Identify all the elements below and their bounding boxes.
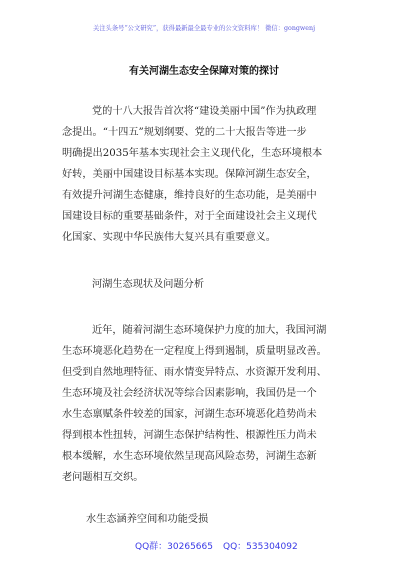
section-heading-status: 河湖生态现状及问题分析 <box>92 279 205 290</box>
paragraph-1-line-1: 党的十八大报告首次将“建设美丽中国”作为执政理 <box>92 106 317 117</box>
paragraph-1-line-2: 念提出。“十四五”规划纲要、党的二十大报告等进一步 <box>62 127 307 138</box>
section-heading-habitat: 水生态涵养空间和功能受损 <box>86 514 209 525</box>
paragraph-1-line-7: 化国家、实现中华民族伟大复兴具有重要意义。 <box>62 232 276 243</box>
paragraph-2-line-1: 近年，随着河湖生态环境保护力度的加大，我国河湖 <box>92 325 327 336</box>
paragraph-2-line-2: 生态环境恶化趋势在一定程度上得到遏制，质量明显改善。 <box>62 346 327 357</box>
paragraph-2-line-6: 得到根本性扭转，河湖生态保护结构性、根源性压力尚未 <box>62 430 317 441</box>
paragraph-2-line-8: 老问题相互交织。 <box>62 472 144 483</box>
paragraph-1-line-4: 好转，美丽中国建设目标基本实现。保障河湖生态安全， <box>62 169 317 180</box>
paragraph-2-line-3: 但受到自然地理特征、雨水情变异特点、水资源开发利用、 <box>62 367 327 378</box>
paragraph-1-line-5: 有效提升河湖生态健康，维持良好的生态功能，是美丽中 <box>62 190 317 201</box>
qq-number: QQ：535304092 <box>223 542 298 552</box>
header-banner: 关注头条号“公文研究”，获得最新最全最专业的公文资料库！ 微信：gongwenj <box>92 25 316 32</box>
paragraph-1-line-6: 国建设目标的重要基础条件，对于全面建设社会主义现代 <box>62 211 317 222</box>
document-title: 有关河湖生态安全保障对策的探讨 <box>129 66 279 77</box>
paragraph-1-line-3: 明确提出2035年基本实现社会主义现代化，生态环境根本 <box>62 148 323 159</box>
paragraph-2-line-4: 生态环境及社会经济状况等综合因素影响，我国仍是一个 <box>62 388 317 399</box>
qq-group-number: QQ群：30265665 <box>135 542 213 552</box>
paragraph-2-line-5: 水生态禀赋条件较差的国家，河湖生态环境恶化趋势尚未 <box>62 409 317 420</box>
paragraph-2-line-7: 根本缓解，水生态环境依然呈现高风险态势，河湖生态新 <box>62 451 317 462</box>
